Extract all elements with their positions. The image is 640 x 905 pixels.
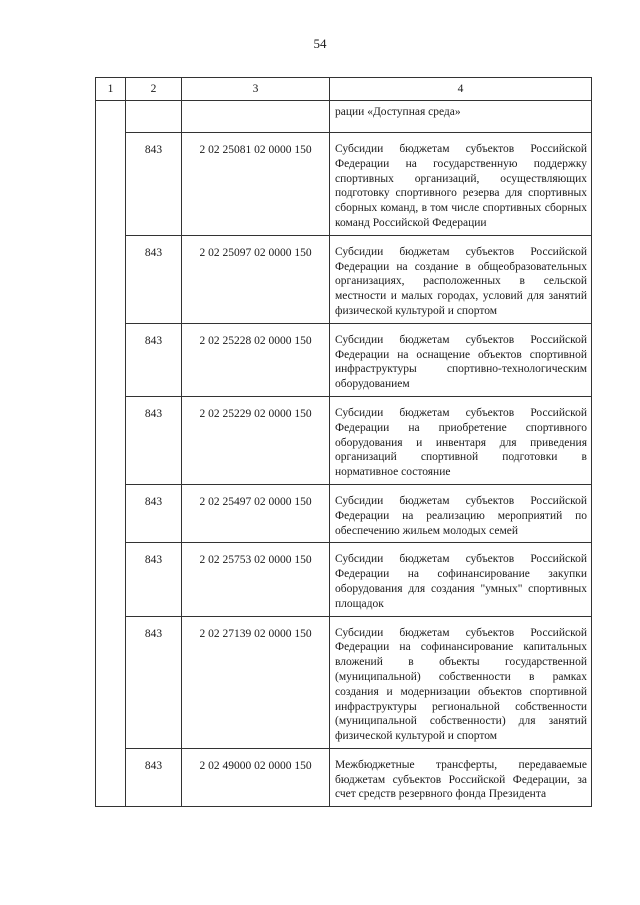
admin-code-cell: 843 bbox=[126, 748, 182, 806]
table-row bbox=[96, 323, 592, 396]
table-row bbox=[96, 484, 592, 542]
admin-code-cell: 843 bbox=[126, 543, 182, 616]
description-cell: Субсидии бюджетам субъектов Российской Федерации на оснащение объектов спортивной инфраструктуры спортивно-технологическим оборудованием bbox=[330, 323, 592, 396]
budget-code-cell: 2 02 25228 02 0000 150 bbox=[182, 323, 330, 396]
table-header-row bbox=[96, 78, 592, 101]
description-cell: Субсидии бюджетам субъектов Российской Федерации на реализацию мероприятий по обеспечению жильем молодых семей bbox=[330, 484, 592, 542]
table-cell-empty bbox=[182, 101, 330, 133]
admin-code-cell: 843 bbox=[126, 484, 182, 542]
column-header: 2 bbox=[126, 78, 182, 101]
admin-code-cell: 843 bbox=[126, 323, 182, 396]
budget-code-cell: 2 02 25081 02 0000 150 bbox=[182, 133, 330, 236]
budget-codes-table bbox=[95, 77, 592, 807]
description-cell: Субсидии бюджетам субъектов Российской Федерации на софинансирование закупки оборудования для создания "умных" спортивных площадок bbox=[330, 543, 592, 616]
admin-code-cell: 843 bbox=[126, 133, 182, 236]
admin-code-cell: 843 bbox=[126, 616, 182, 748]
table-row bbox=[96, 748, 592, 806]
table-row bbox=[96, 133, 592, 236]
page-number: 54 bbox=[313, 36, 327, 51]
table-cell-empty bbox=[96, 101, 126, 807]
description-cell: Межбюджетные трансферты, передаваемые бюджетам субъектов Российской Федерации, за счет средств резервного фонда Президента bbox=[330, 748, 592, 806]
table-row bbox=[96, 396, 592, 484]
budget-code-cell: 2 02 25229 02 0000 150 bbox=[182, 396, 330, 484]
table-row-continuation bbox=[96, 101, 592, 133]
column-header: 4 bbox=[330, 78, 592, 101]
description-cell: Субсидии бюджетам субъектов Российской Федерации на создание в общеобразовательных организациях, расположенных в сельской местности и малых городах, условий для занятий физической культурой и спортом bbox=[330, 235, 592, 323]
description-cell: Субсидии бюджетам субъектов Российской Федерации на приобретение спортивного оборудования и инвентаря для приведения организаций спортивной подготовки в нормативное состояние bbox=[330, 396, 592, 484]
admin-code-cell: 843 bbox=[126, 396, 182, 484]
budget-code-cell: 2 02 49000 02 0000 150 bbox=[182, 748, 330, 806]
budget-code-cell: 2 02 25753 02 0000 150 bbox=[182, 543, 330, 616]
table-row bbox=[96, 616, 592, 748]
column-header: 1 bbox=[96, 78, 126, 101]
description-cell: Субсидии бюджетам субъектов Российской Федерации на государственную поддержку спортивных организаций, осуществляющих подготовку спортивного резерва для спортивных сборных команд, в том числе спортивных сборных команд Российской Федерации bbox=[330, 133, 592, 236]
table-row bbox=[96, 235, 592, 323]
table-cell-empty bbox=[126, 101, 182, 133]
column-header: 3 bbox=[182, 78, 330, 101]
continuation-text-cell: рации «Доступная среда» bbox=[330, 101, 592, 133]
admin-code-cell: 843 bbox=[126, 235, 182, 323]
budget-code-cell: 2 02 27139 02 0000 150 bbox=[182, 616, 330, 748]
description-cell: Субсидии бюджетам субъектов Российской Федерации на софинансирование капитальных вложений в объекты государственной (муниципальной) собственности в рамках создания и модернизации объектов спортивной инфраструктуры региональной собственности (муниципальной собственности) для занятий физической культурой и спортом bbox=[330, 616, 592, 748]
budget-code-cell: 2 02 25497 02 0000 150 bbox=[182, 484, 330, 542]
table-row bbox=[96, 543, 592, 616]
budget-code-cell: 2 02 25097 02 0000 150 bbox=[182, 235, 330, 323]
